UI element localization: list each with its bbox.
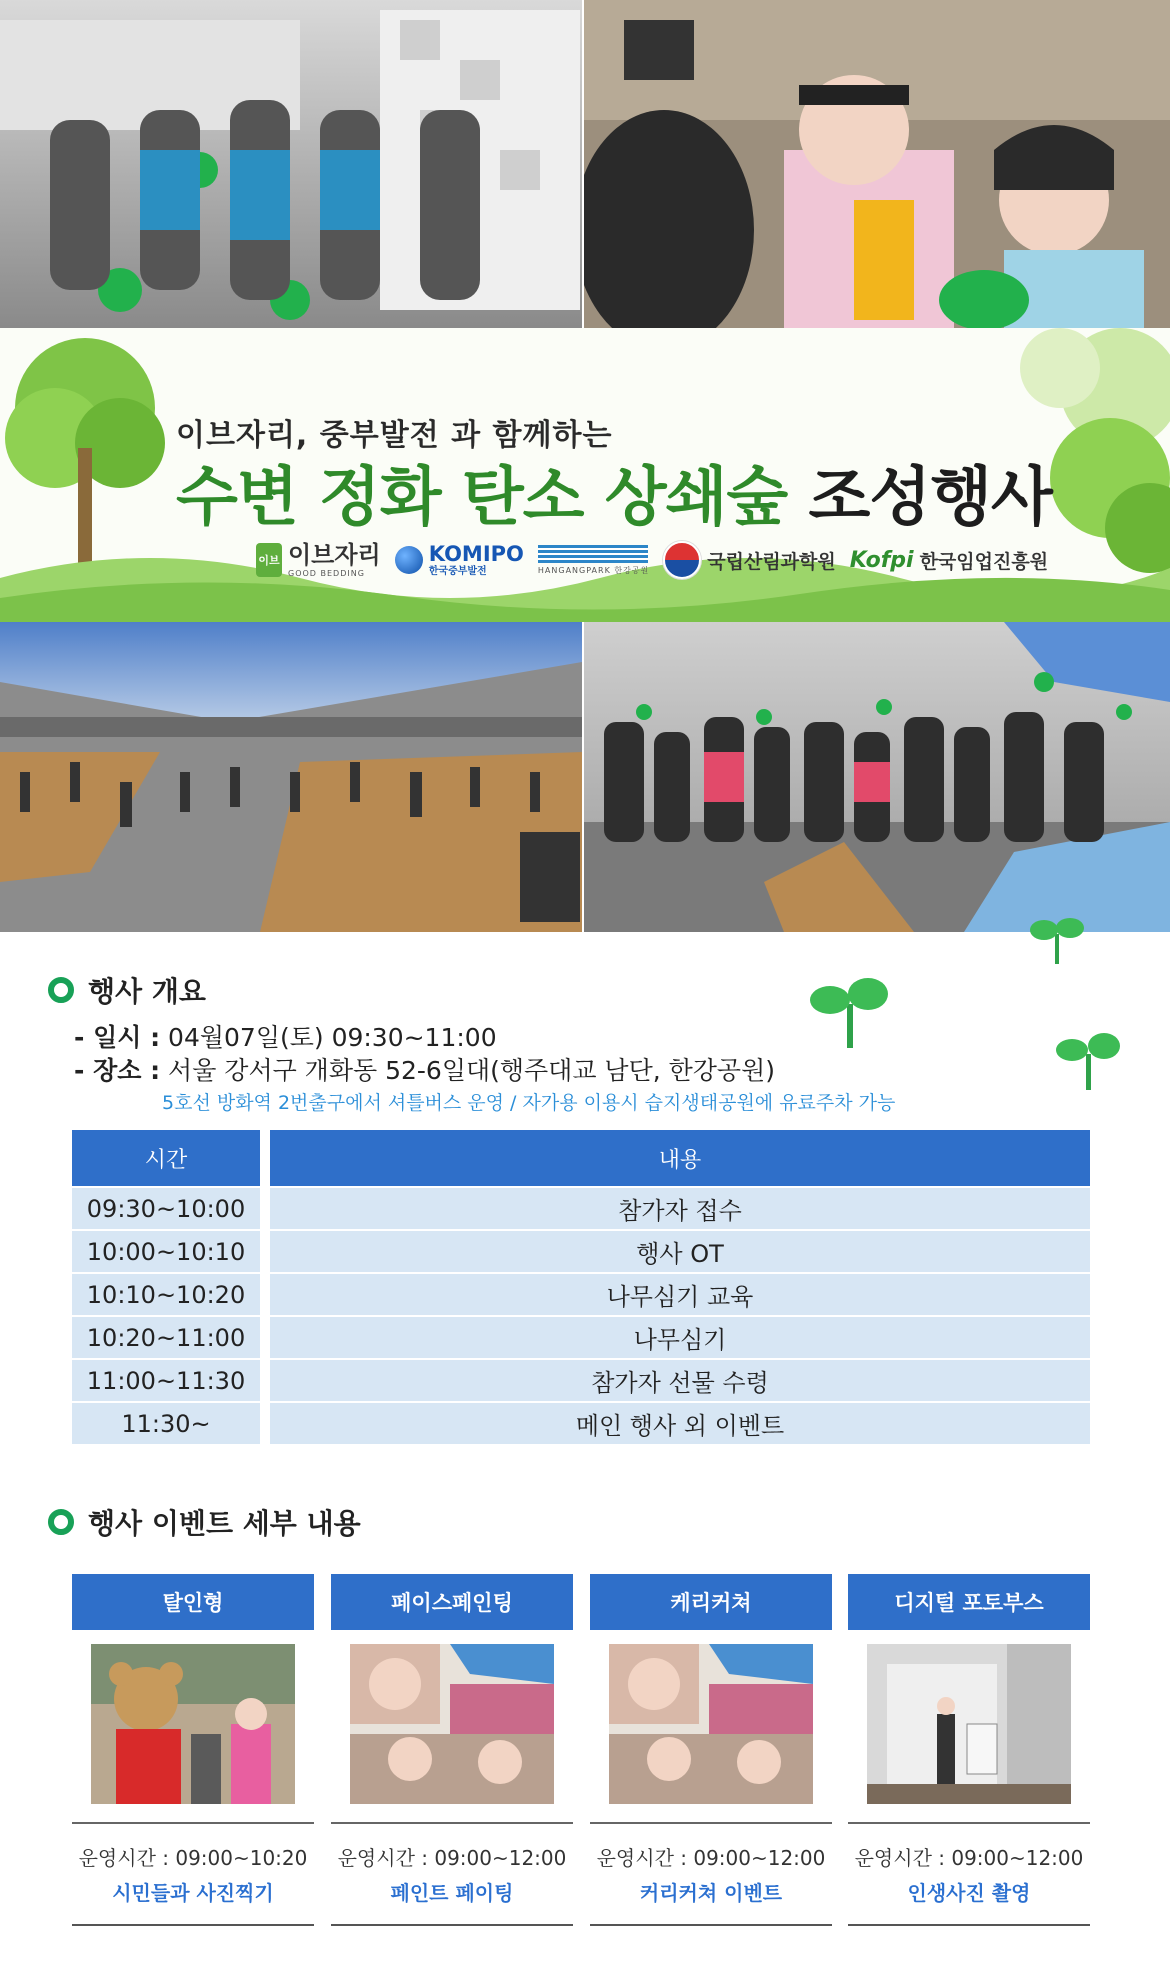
logo-evezari [256, 540, 381, 578]
photo-participants-group [584, 622, 1170, 932]
photo-volunteers-group [0, 0, 582, 328]
banner-title-green: 수변 정화 탄소 상쇄숲 [176, 461, 788, 535]
kofpi-mark: Kofpi [849, 547, 914, 573]
event-title: 탈인형 [72, 1574, 314, 1630]
table-row [72, 1188, 1090, 1229]
event-hours: 운영시간 : 09:00~12:00 [854, 1846, 1084, 1870]
hangang-waves-icon [538, 545, 648, 563]
table-row [72, 1360, 1090, 1401]
event-place [74, 1051, 775, 1087]
komipo-name: KOMIPO [428, 541, 524, 566]
photo-tree-planting-field [0, 622, 582, 932]
logo-forest-institute [663, 541, 835, 579]
row-content: 메인 행사 외 이벤트 [270, 1403, 1090, 1444]
row-content: 참가자 접수 [270, 1188, 1090, 1229]
evezari-mark: 이브 [256, 543, 282, 577]
row-time: 10:00~10:10 [72, 1231, 260, 1272]
event-desc: 커리커쳐 이벤트 [639, 1881, 783, 1905]
row-content: 나무심기 [270, 1317, 1090, 1358]
table-row [72, 1403, 1090, 1444]
evezari-sub: GOOD BEDDING [288, 568, 365, 578]
event-photo-caricature [609, 1644, 813, 1804]
forest-name: 국립산림과학원 [707, 550, 836, 573]
hangang-caption: HANGANGPARK 한강공원 [537, 565, 650, 575]
table-row [72, 1231, 1090, 1272]
header-time: 시간 [72, 1130, 260, 1186]
sponsor-logos [256, 534, 1056, 586]
row-time: 10:20~11:00 [72, 1317, 260, 1358]
overview-heading [48, 970, 206, 1010]
banner-subtitle: 이브자리, 중부발전 과 함께하는 [176, 418, 613, 453]
event-banner [0, 328, 1170, 622]
row-time: 09:30~10:00 [72, 1188, 260, 1229]
transport-note: 5호선 방화역 2번출구에서 셔틀버스 운영 / 자가용 이용시 습지생태공원에 유료주차 가능 [162, 1092, 896, 1114]
event-hours: 운영시간 : 09:00~12:00 [337, 1846, 567, 1870]
logo-komipo [395, 541, 524, 577]
row-content: 나무심기 교육 [270, 1274, 1090, 1315]
taegeuk-icon [663, 541, 701, 579]
row-content: 행사 OT [270, 1231, 1090, 1272]
events-heading [48, 1502, 361, 1542]
kofpi-name: 한국임업진흥원 [919, 550, 1049, 573]
bullet-ring-icon [48, 1509, 74, 1535]
event-photo-mascot [91, 1644, 295, 1804]
row-content: 참가자 선물 수령 [270, 1360, 1090, 1401]
sprout-icon [1028, 910, 1086, 966]
row-time: 11:30~ [72, 1403, 260, 1444]
schedule-table [72, 1130, 1090, 1446]
komipo-globe-icon [395, 546, 423, 574]
event-hours: 운영시간 : 09:00~10:20 [78, 1846, 308, 1870]
table-row [72, 1317, 1090, 1358]
event-title: 케리커쳐 [590, 1574, 832, 1630]
event-card-face-painting [331, 1574, 573, 1926]
event-photo-booth [867, 1644, 1071, 1804]
event-desc: 인생사진 촬영 [907, 1881, 1031, 1905]
date-label: - 일시 : [74, 1023, 161, 1052]
header-content: 내용 [270, 1130, 1090, 1186]
event-card-mascot [72, 1574, 314, 1926]
event-date [74, 1018, 497, 1054]
schedule-header [72, 1130, 1090, 1186]
banner-title-dark: 조성행사 [787, 461, 1052, 535]
date-value: 04월07일(토) 09:30~11:00 [160, 1023, 497, 1052]
banner-title [176, 446, 1052, 538]
event-card-caricature [590, 1574, 832, 1926]
place-label: - 장소 : [74, 1056, 161, 1085]
events-heading-text: 행사 이벤트 세부 내용 [88, 1507, 361, 1540]
row-time: 11:00~11:30 [72, 1360, 260, 1401]
row-time: 10:10~10:20 [72, 1274, 260, 1315]
event-desc: 시민들과 사진찍기 [112, 1881, 274, 1905]
komipo-sub: 한국중부발전 [428, 565, 487, 577]
event-desc: 페인트 페이팅 [390, 1881, 514, 1905]
logo-hangang [538, 545, 649, 576]
overview-heading-text: 행사 개요 [88, 975, 206, 1008]
sprout-icon [1056, 1026, 1122, 1092]
event-title: 페이스페인팅 [331, 1574, 573, 1630]
event-card-photo-booth [848, 1574, 1090, 1926]
event-photo-face-painting [350, 1644, 554, 1804]
event-hours: 운영시간 : 09:00~12:00 [596, 1846, 826, 1870]
event-title: 디지털 포토부스 [848, 1574, 1090, 1630]
bullet-ring-icon [48, 977, 74, 1003]
photo-face-painting [584, 0, 1170, 328]
evezari-name: 이브자리 [288, 540, 381, 569]
table-row [72, 1274, 1090, 1315]
place-value: 서울 강서구 개화동 52-6일대(행주대교 남단, 한강공원) [160, 1056, 775, 1085]
sprout-icon [810, 970, 890, 1050]
logo-kofpi [850, 547, 1048, 574]
